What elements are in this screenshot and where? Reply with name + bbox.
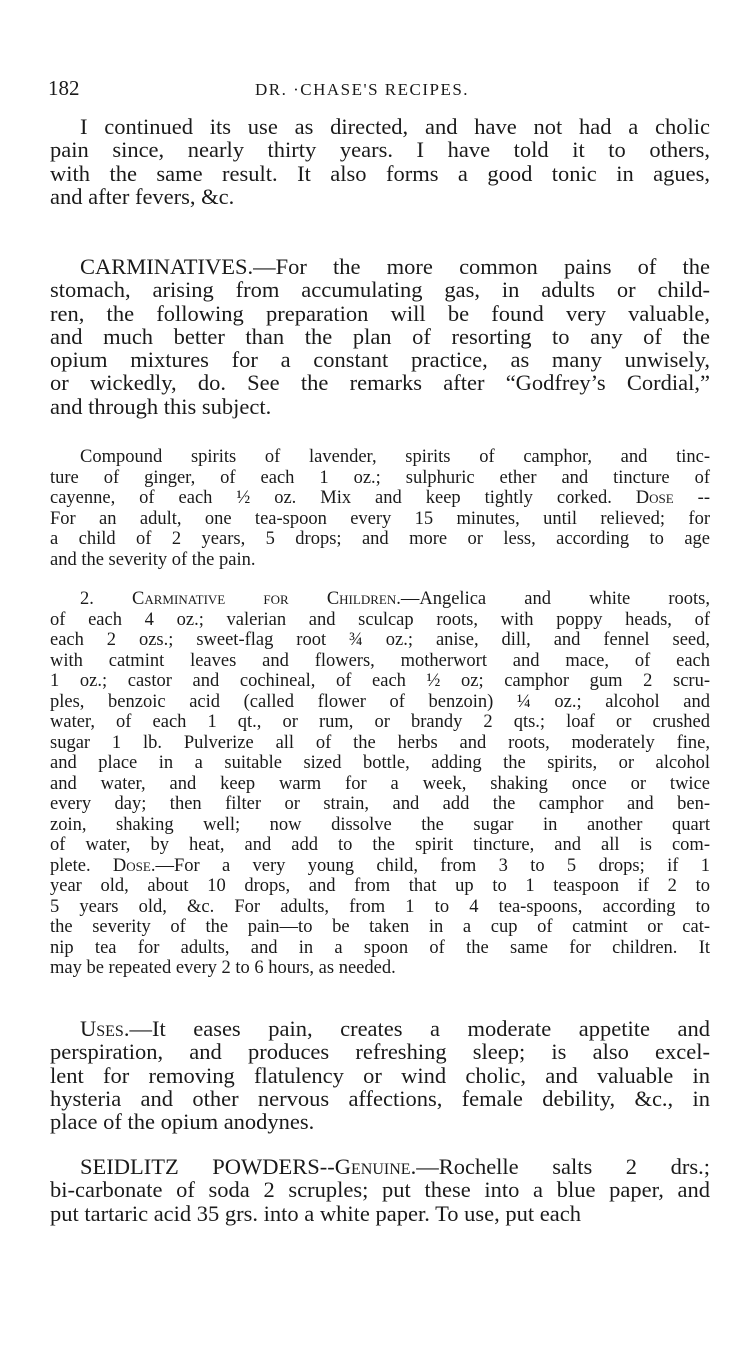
text-line: 1 oz.; castor and cochineal, of each ½ oz; camphor gum 2 scru-: [50, 671, 710, 691]
page-number: 182: [48, 76, 80, 100]
text-line: of water, by heat, and add to the spirit tincture, and all is com-: [50, 835, 710, 855]
text-line: ples, benzoic acid (called flower of benzoin) ¼ oz.; alcohol and: [50, 691, 710, 712]
text-line: with the same result. It also forms a good tonic in agues,: [50, 160, 710, 186]
small-caps-heading: Genuine.: [334, 1154, 417, 1179]
text-line: For an adult, one tea-spoon every 15 minutes, until relieved; for: [50, 508, 710, 529]
small-caps-heading: Dose: [635, 488, 674, 508]
running-head: DR. ·CHASE'S RECIPES.: [255, 80, 470, 99]
text-line: with catmint leaves and flowers, motherwort and mace, of each: [50, 650, 710, 671]
text-segment: 2.: [80, 589, 133, 609]
text-line: or wickedly, do. See the remarks after “Godfrey’s Cordial,”: [50, 370, 710, 396]
text-line: lent for removing flatulency or wind cholic, and valuable in: [50, 1062, 710, 1088]
paragraph-seidlitz-powders: [50, 1155, 710, 1225]
text-segment: plete.: [50, 855, 113, 876]
text-line: ren, the following preparation will be found very valuable,: [50, 300, 710, 326]
text-line: the severity of the pain—to be taken in a cup of catmint or cat-: [50, 917, 710, 937]
text-segment: cayenne, of each ½ oz. Mix and keep tightly corked.: [50, 488, 636, 508]
text-line: hysteria and other nervous affections, female debility, &c., in: [50, 1085, 710, 1111]
text-line: and the severity of the pain.: [50, 549, 256, 570]
text-line: and much better than the plan of resorting to any of the: [50, 323, 710, 349]
text-line: [50, 488, 710, 509]
text-line: and after fevers, &c.: [50, 183, 235, 209]
text-line: 5 years old, &c. For adults, from 1 to 4 tea-spoons, according to: [50, 896, 710, 917]
text-line: [50, 1017, 710, 1040]
text-line: of each 4 oz.; valerian and sculcap roots, with poppy heads, of: [50, 609, 710, 630]
text-line: every day; then filter or strain, and add the camphor and ben-: [50, 794, 710, 814]
text-segment: SEIDLITZ POWDERS--: [80, 1154, 335, 1179]
text-segment: --: [673, 488, 710, 508]
text-line: pain since, nearly thirty years. I have told it to others,: [50, 137, 710, 163]
text-line: nip tea for adults, and in a spoon of the same for children. It: [50, 937, 710, 958]
text-segment: —It eases pain, creates a moderate appetite and: [129, 1016, 710, 1041]
text-line: opium mixtures for a constant practice, as many unwisely,: [50, 347, 710, 373]
text-line: each 2 ozs.; sweet-flag root ¾ oz.; anise, dill, and fennel seed,: [50, 630, 710, 650]
small-caps-heading: Carminative for Children.: [132, 589, 401, 609]
paragraph-uses: [50, 1017, 710, 1133]
paragraph-carminatives: [50, 255, 710, 418]
text-line: put tartaric acid 35 grs. into a white paper. To use, put each: [50, 1200, 581, 1226]
text-segment: —Angelica and white roots,: [400, 589, 711, 609]
text-line: zoin, shaking well; now dissolve the sugar in another quart: [50, 814, 710, 835]
text-line: and water, and keep warm for a week, shaking once or twice: [50, 773, 710, 794]
text-line: year old, about 10 drops, and from that up to 1 teaspoon if 2 to: [50, 876, 710, 896]
text-line: and place in a suitable sized bottle, adding the spirits, or alcohol: [50, 753, 710, 773]
small-caps-heading: Dose.: [112, 855, 156, 876]
text-line: and through this subject.: [50, 393, 272, 419]
text-line: perspiration, and produces refreshing sleep; is also excel-: [50, 1039, 710, 1065]
text-line: may be repeated every 2 to 6 hours, as needed.: [50, 958, 396, 978]
text-line: sugar 1 lb. Pulverize all of the herbs and roots, moderately fine,: [50, 732, 710, 753]
recipe-carminative-for-children: [50, 589, 710, 979]
text-segment: —Rochelle salts 2 drs.;: [416, 1154, 710, 1179]
paragraph-testimonial: [50, 115, 710, 208]
text-line: Compound spirits of lavender, spirits of camphor, and tinc-: [80, 447, 710, 467]
small-caps-heading: Uses.: [80, 1016, 130, 1041]
text-line: [50, 856, 710, 877]
text-line: bi-carbonate of soda 2 scruples; put these into a blue paper, and: [50, 1177, 710, 1203]
text-line: ture of ginger, of each 1 oz.; sulphuric ether and tincture of: [50, 467, 710, 488]
text-line: I continued its use as directed, and have not had a cholic: [80, 114, 710, 139]
text-line: water, of each 1 qt., or rum, or brandy 2 qts.; loaf or crushed: [50, 712, 710, 732]
text-line: place of the opium anodynes.: [50, 1109, 315, 1135]
text-line: [50, 589, 710, 610]
text-segment: —For a very young child, from 3 to 5 drops; if 1: [155, 855, 710, 876]
text-line: CARMINATIVES.—For the more common pains of the: [80, 254, 710, 279]
text-line: stomach, arising from accumulating gas, in adults or child-: [50, 277, 710, 303]
text-line: a child of 2 years, 5 drops; and more or less, according to age: [50, 529, 710, 549]
recipe-carminative-1: [50, 447, 710, 570]
text-line: [50, 1155, 710, 1178]
